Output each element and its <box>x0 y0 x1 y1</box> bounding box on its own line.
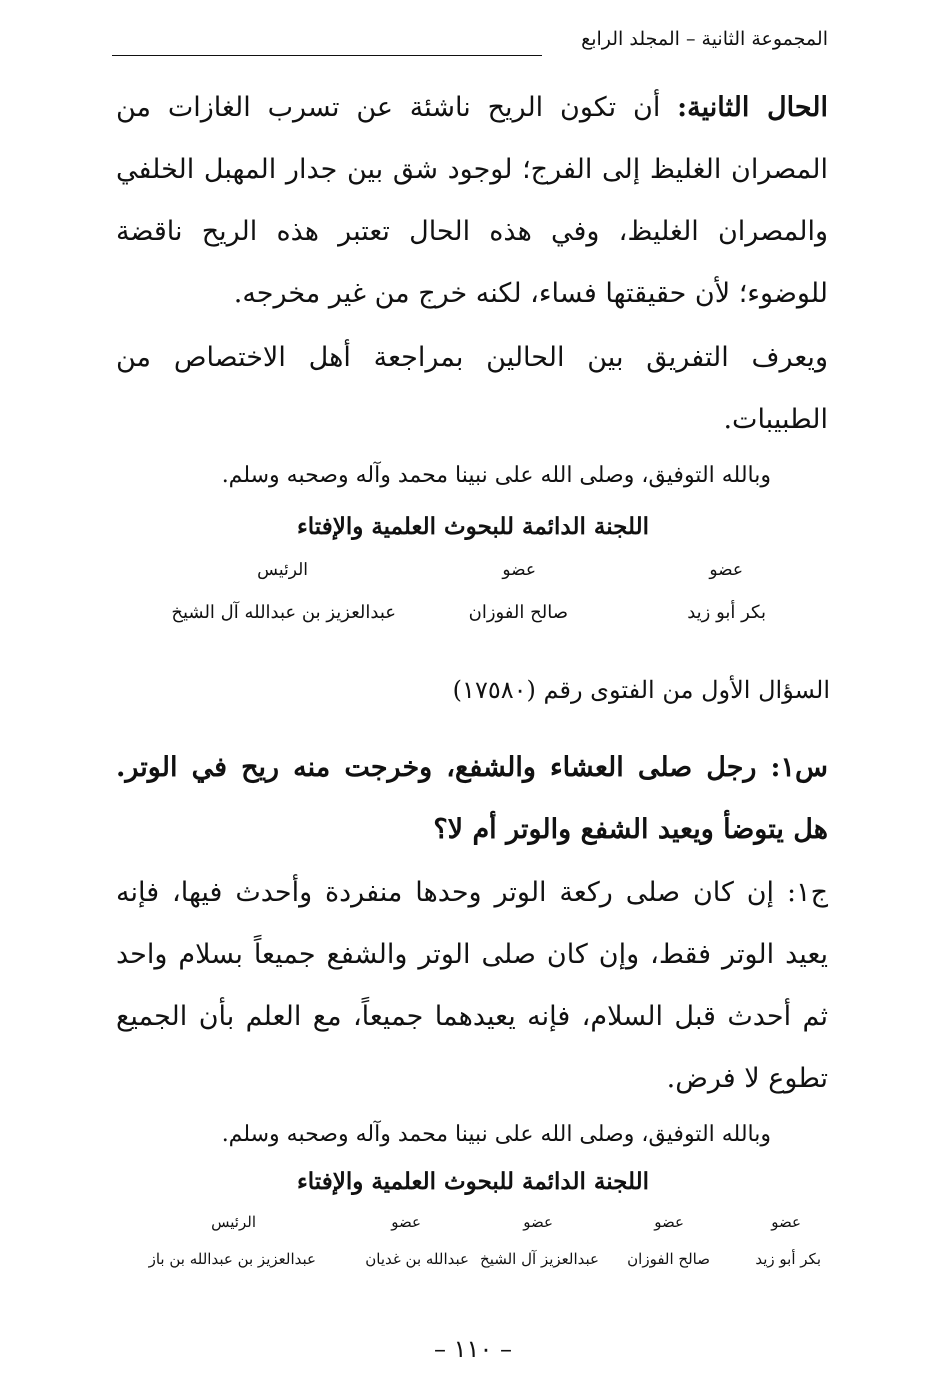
signatory-name: صالح الفوزان <box>627 1250 710 1268</box>
closing-blessing: وبالله التوفيق، وصلى الله على نبينا محمد وآله وصحبه وسلم. <box>221 463 771 488</box>
second-case-heading: الحال الثانية: <box>677 92 828 123</box>
second-case-text: أن تكون الريح ناشئة عن تسرب الغازات من المصران الغليظ إلى الفرج؛ لوجود شق بين جدار المهبل الخلفي والمصران الغليظ، وفي هذه الحال تعتبر هذه الريح ناقضة للوضوء؛ لأن حقيقتها فساء، لكنه خرج من غير مخرجه. <box>116 92 828 309</box>
signatory-role: عضو <box>654 1213 684 1231</box>
signatory-role: عضو <box>523 1213 553 1231</box>
signatory-role: عضو <box>709 560 743 580</box>
signatory-role: الرئيس <box>211 1213 256 1231</box>
signatory-name: بكر أبو زيد <box>687 602 766 623</box>
signatory-name: عبدالعزيز آل الشيخ <box>480 1250 599 1268</box>
signatory-name: صالح الفوزان <box>468 602 568 623</box>
signatory-role: عضو <box>771 1213 801 1231</box>
distinction-paragraph: ويعرف التفريق بين الحالين بمراجعة أهل الاختصاص من الطبيبات. <box>116 342 828 435</box>
signatory-name: عبدالله بن غديان <box>365 1250 469 1268</box>
page-number: – ١١٠ – <box>434 1335 512 1363</box>
fatwa-question: س١: رجل صلى العشاء والشفع، وخرجت منه ريح في الوتر. هل يتوضأ ويعيد الشفع والوتر أم لا؟ <box>116 752 829 845</box>
fatwa-answer: ج١: إن كان صلى ركعة الوتر وحدها منفردة وأحدث فيها، فإنه يعيد الوتر فقط، وإن كان صلى الوتر والشفع جميعاً بسلام واحد ثم أحدث قبل السلام، فإنه يعيدهما جميعاً، مع العلم بأن الجميع تطوع لا فرض. <box>116 877 828 1094</box>
signatory-name: بكر أبو زيد <box>755 1250 821 1268</box>
fatwa-title: السؤال الأول من الفتوى رقم (١٧٥٨٠) <box>452 676 830 704</box>
signatory-role: عضو <box>502 560 536 580</box>
closing-blessing: وبالله التوفيق، وصلى الله على نبينا محمد وآله وصحبه وسلم. <box>221 1122 771 1147</box>
committee-title: اللجنة الدائمة للبحوث العلمية والإفتاء <box>296 513 650 540</box>
signatory-role: عضو <box>391 1213 421 1231</box>
second-case-paragraph <box>116 77 828 325</box>
signatory-name: عبدالعزيز بن عبدالله بن باز <box>148 1250 316 1268</box>
signatory-name: عبدالعزيز بن عبدالله آل الشيخ <box>171 602 396 623</box>
signatory-role: الرئيس <box>257 560 308 580</box>
running-header: المجموعة الثانية – المجلد الرابع <box>581 28 828 50</box>
committee-title: اللجنة الدائمة للبحوث العلمية والإفتاء <box>296 1168 650 1195</box>
header-rule <box>112 55 542 56</box>
